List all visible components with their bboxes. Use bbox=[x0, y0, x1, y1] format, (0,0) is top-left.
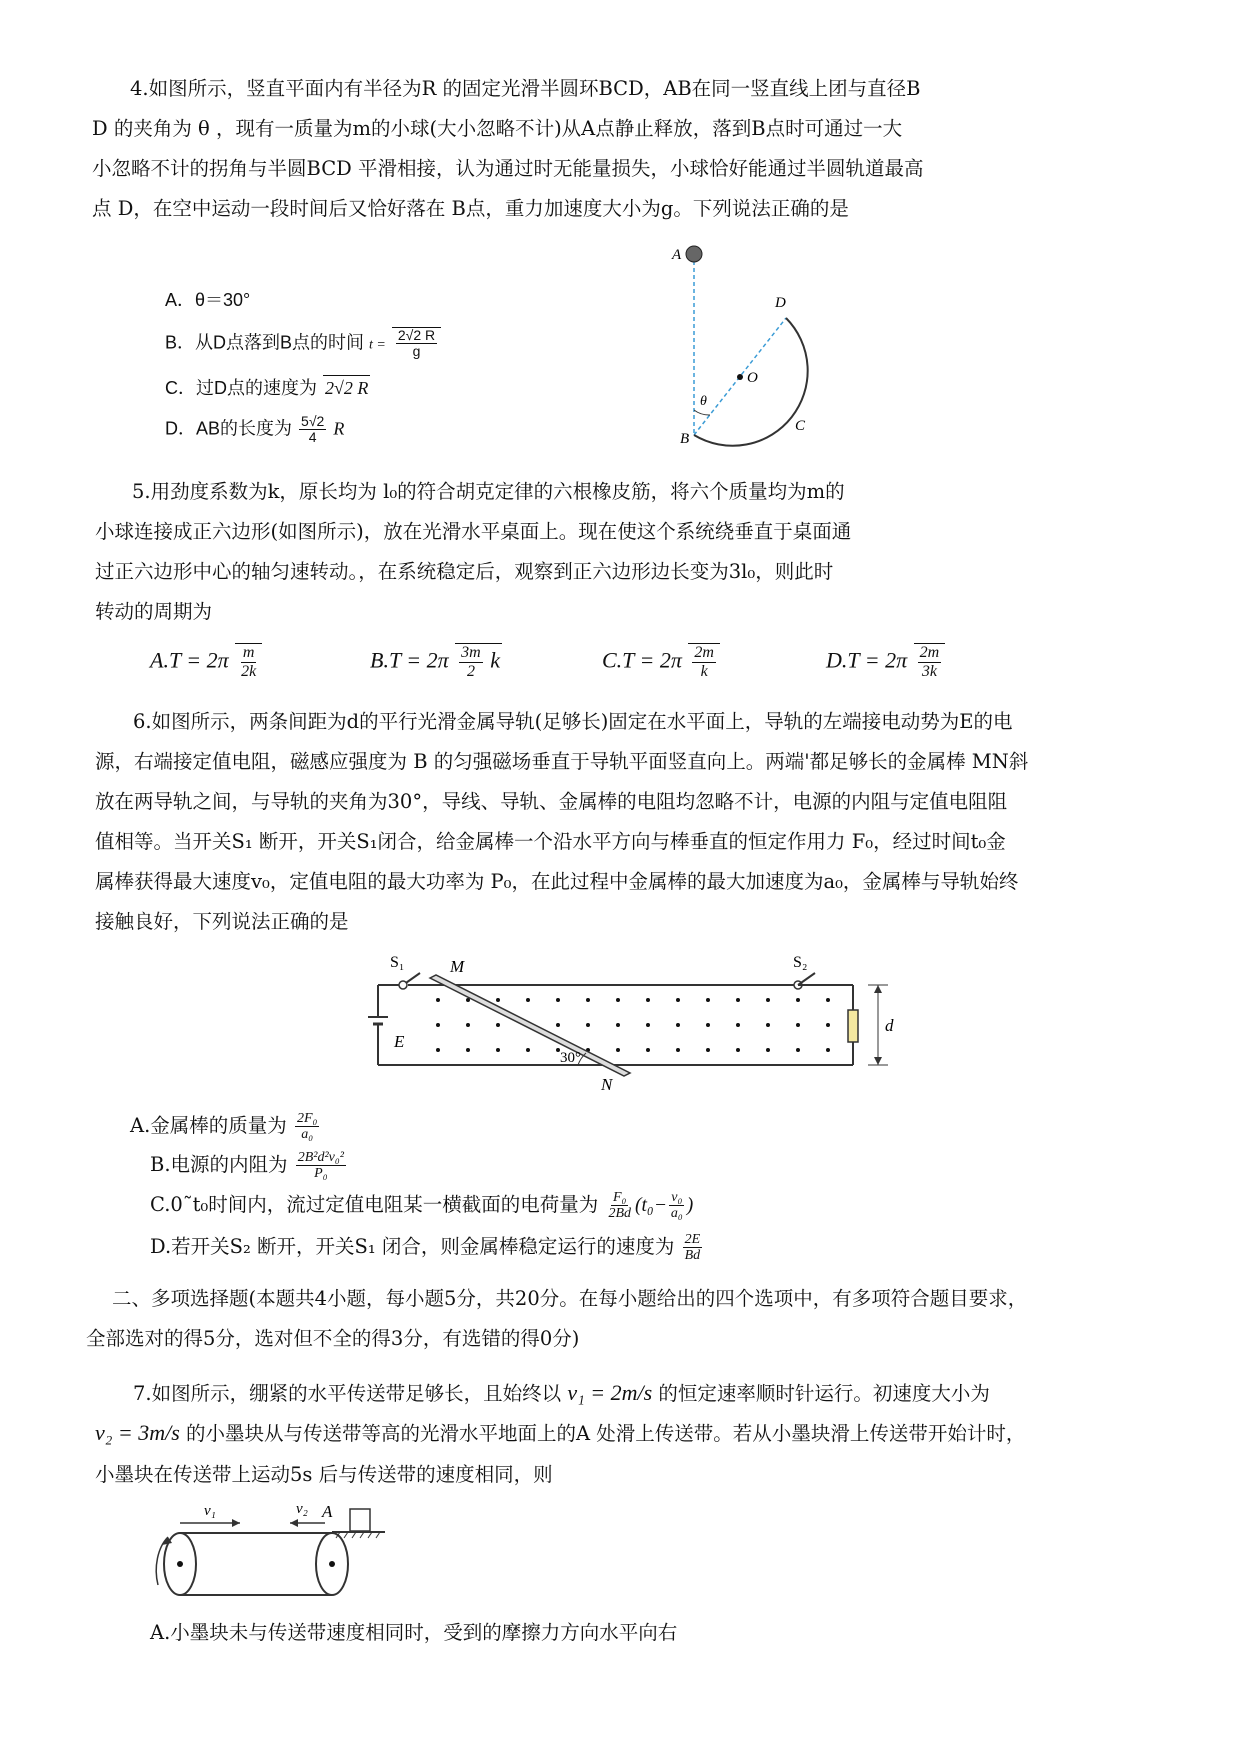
q7-text-part: 7.如图所示，绷紧的水平传送带足够长，且始终以 bbox=[133, 1382, 562, 1405]
q5-line: 过正六边形中心的轴匀速转动。，在系统稳定后，观察到正六边形边长变为3l₀，则此时 bbox=[95, 560, 834, 583]
label-s2: S₂ bbox=[793, 954, 808, 971]
fraction-numerator: 2√2 R bbox=[397, 327, 436, 343]
q6-option-a bbox=[130, 1104, 321, 1148]
fraction-numerator: 2m bbox=[919, 644, 940, 661]
angle-arc bbox=[694, 410, 710, 415]
label-o: O bbox=[747, 370, 758, 386]
center-point bbox=[737, 374, 743, 380]
q7-line: 小墨块在传送带上运动5s 后与传送带的速度相同，则 bbox=[95, 1463, 553, 1486]
formula-part: ) bbox=[686, 1195, 694, 1216]
q4-line: 4.如图所示，竖直平面内有半径为R 的固定光滑半圆环BCD，AB在同一竖直线上团与直径B bbox=[130, 77, 921, 100]
fraction-denominator: 4 bbox=[308, 429, 317, 445]
fraction-denominator: 2k bbox=[241, 663, 257, 680]
semicircle-diagram bbox=[660, 235, 820, 455]
label-angle: 30° bbox=[560, 1050, 581, 1066]
fraction-numerator: 2m bbox=[694, 644, 714, 661]
option-text: A.金属棒的质量为 bbox=[130, 1114, 287, 1137]
q5-option-c bbox=[602, 643, 720, 681]
fraction-denominator: P₀ bbox=[314, 1166, 328, 1181]
q5-line: 转动的周期为 bbox=[95, 600, 213, 623]
label-d: d bbox=[885, 1016, 894, 1035]
label-a: A bbox=[322, 1502, 333, 1521]
q6-option-d bbox=[150, 1225, 704, 1269]
q4-option-d bbox=[165, 414, 344, 445]
formula-expression: 2√2 R bbox=[323, 375, 370, 400]
option-text: B．从D点落到B点的时间 bbox=[165, 332, 365, 353]
metal-rod-mn bbox=[430, 975, 630, 1076]
q7-line bbox=[95, 1418, 1025, 1449]
label-n: N bbox=[601, 1075, 613, 1094]
label-v1: v₁ bbox=[204, 1503, 216, 1519]
q4-line: 小忽略不计的拐角与半圆BCD 平滑相接，认为通过时无能量损失，小球恰好能通过半圆轨道最高 bbox=[92, 157, 924, 180]
formula-v2: v₂ = 3m/s bbox=[95, 1420, 180, 1445]
q6-option-b bbox=[150, 1143, 348, 1187]
ball-icon bbox=[686, 246, 702, 262]
q5-option-d bbox=[826, 643, 945, 681]
ink-block bbox=[350, 1509, 370, 1531]
option-text: D．AB的长度为 bbox=[165, 418, 293, 439]
fraction-numerator: 2E bbox=[684, 1232, 701, 1247]
fraction-denominator: a₀ bbox=[301, 1127, 314, 1142]
option-prefix: C.T = 2π bbox=[602, 647, 682, 673]
q6-line: 源，右端接定值电阻，磁感应强度为 B 的匀强磁场垂直于导轨平面竖直向上。两端'都足够长的金属棒 MN斜 bbox=[95, 750, 1029, 773]
fraction-denominator: k bbox=[700, 663, 708, 680]
option-text: D.若开关S₂ 断开，开关S₁ 闭合，则金属棒稳定运行的速度为 bbox=[150, 1235, 675, 1258]
q6-line: 接触良好，下列说法正确的是 bbox=[95, 910, 349, 933]
q5-option-b bbox=[370, 643, 502, 681]
fraction-numerator: 3m bbox=[461, 644, 481, 661]
q4-option-a: A．θ＝30° bbox=[165, 290, 251, 310]
q5-line: 5.用劲度系数为k，原长均为 l₀的符合胡克定律的六根橡皮筋，将六个质量均为m的 bbox=[132, 480, 845, 503]
option-text: B.电源的内阻为 bbox=[150, 1153, 288, 1176]
q7-option-a: A.小墨块未与传送带速度相同时，受到的摩擦力方向水平向右 bbox=[150, 1621, 678, 1644]
fraction-denominator: g bbox=[412, 343, 421, 359]
q5-option-a bbox=[150, 643, 262, 681]
switch-s1 bbox=[399, 981, 407, 989]
fraction-numerator: v₀ bbox=[671, 1190, 683, 1205]
q6-line: 放在两导轨之间，与导轨的夹角为30°，导线、导轨、金属棒的电阻均忽略不计，电源的内阻与定值电阻阻 bbox=[95, 790, 1008, 813]
q6-option-c bbox=[150, 1183, 693, 1227]
label-theta: θ bbox=[700, 394, 707, 409]
label-s1: S₁ bbox=[390, 954, 405, 971]
label-m: M bbox=[450, 957, 465, 976]
q6-line: 6.如图所示，两条间距为d的平行光滑金属导轨(足够长)固定在水平面上，导轨的左端接电动势为E的电 bbox=[133, 710, 1013, 733]
formula-part: (t₀− bbox=[635, 1195, 667, 1216]
q5-line: 小球连接成正六边形(如图所示)，放在光滑水平桌面上。现在使这个系统绕垂直于桌面通 bbox=[95, 520, 852, 543]
fraction-denominator: a₀ bbox=[670, 1206, 683, 1221]
q4-line: 点 D，在空中运动一段时间后又恰好落在 B点，重力加速度大小为g。下列说法正确的是 bbox=[92, 197, 849, 220]
q7-text-part: 的恒定速率顺时针运行。初速度大小为 bbox=[658, 1382, 990, 1405]
fraction-numerator: m bbox=[242, 644, 255, 661]
option-prefix: D.T = 2π bbox=[826, 647, 908, 673]
label-v2: v₂ bbox=[296, 1501, 308, 1517]
option-prefix: A.T = 2π bbox=[150, 647, 229, 673]
q7-line bbox=[133, 1378, 990, 1409]
fraction-numerator: 2F₀ bbox=[296, 1111, 318, 1126]
option-prefix: B.T = 2π bbox=[370, 647, 449, 673]
label-e: E bbox=[394, 1032, 405, 1051]
conveyor-belt-diagram bbox=[150, 1495, 390, 1605]
fraction-numerator: F₀ bbox=[613, 1190, 627, 1205]
q6-line: 属棒获得最大速度v₀，定值电阻的最大功率为 P₀，在此过程中金属棒的最大加速度为a₀，金属棒与导轨始终 bbox=[95, 870, 1019, 893]
fraction-denominator: 2Bd bbox=[608, 1206, 631, 1221]
q4-option-c bbox=[165, 375, 370, 400]
section-line: 二、多项选择题(本题共4小题，每小题5分，共20分。在每小题给出的四个选项中，有多项符合题目要求， bbox=[112, 1287, 1028, 1310]
formula-t: t = bbox=[369, 337, 386, 353]
section-line: 全部选对的得5分，选对但不全的得3分，有选错的得0分) bbox=[86, 1327, 580, 1350]
fraction-denominator: 3k bbox=[921, 663, 937, 680]
label-b: B bbox=[680, 431, 690, 447]
label-c: C bbox=[795, 418, 806, 434]
formula-unit: R bbox=[333, 418, 345, 439]
formula-v1: v₁ = 2m/s bbox=[567, 1380, 653, 1405]
resistor-icon bbox=[848, 1010, 858, 1042]
q7-text-part: 的小墨块从与传送带等高的光滑水平地面上的A 处滑上传送带。若从小墨块滑上传送带开始计时， bbox=[186, 1422, 1026, 1445]
q6-line: 值相等。当开关S₁ 断开，开关S₁闭合，给金属棒一个沿水平方向与棒垂直的恒定作用力 F₀，经过时间t₀金 bbox=[95, 830, 1006, 853]
q4-option-b bbox=[165, 327, 441, 359]
fraction-denominator: Bd bbox=[684, 1248, 701, 1263]
option-suffix: k bbox=[490, 647, 500, 673]
label-d: D bbox=[775, 295, 786, 311]
option-text: C．过D点的速度为 bbox=[165, 378, 317, 398]
fraction-numerator: 5√2 bbox=[301, 413, 325, 429]
rail-circuit-diagram bbox=[368, 945, 913, 1095]
q4-line: D 的夹角为 θ ，现有一质量为m的小球(大小忽略不计)从A点静止释放，落到B点时可通过一大 bbox=[92, 117, 903, 140]
option-text: C.0˜t₀时间内，流过定值电阻某一横截面的电荷量为 bbox=[150, 1193, 599, 1216]
label-a: A bbox=[672, 247, 682, 263]
fraction-numerator: 2B²d²v₀² bbox=[297, 1150, 344, 1165]
fraction-denominator: 2 bbox=[466, 663, 475, 680]
